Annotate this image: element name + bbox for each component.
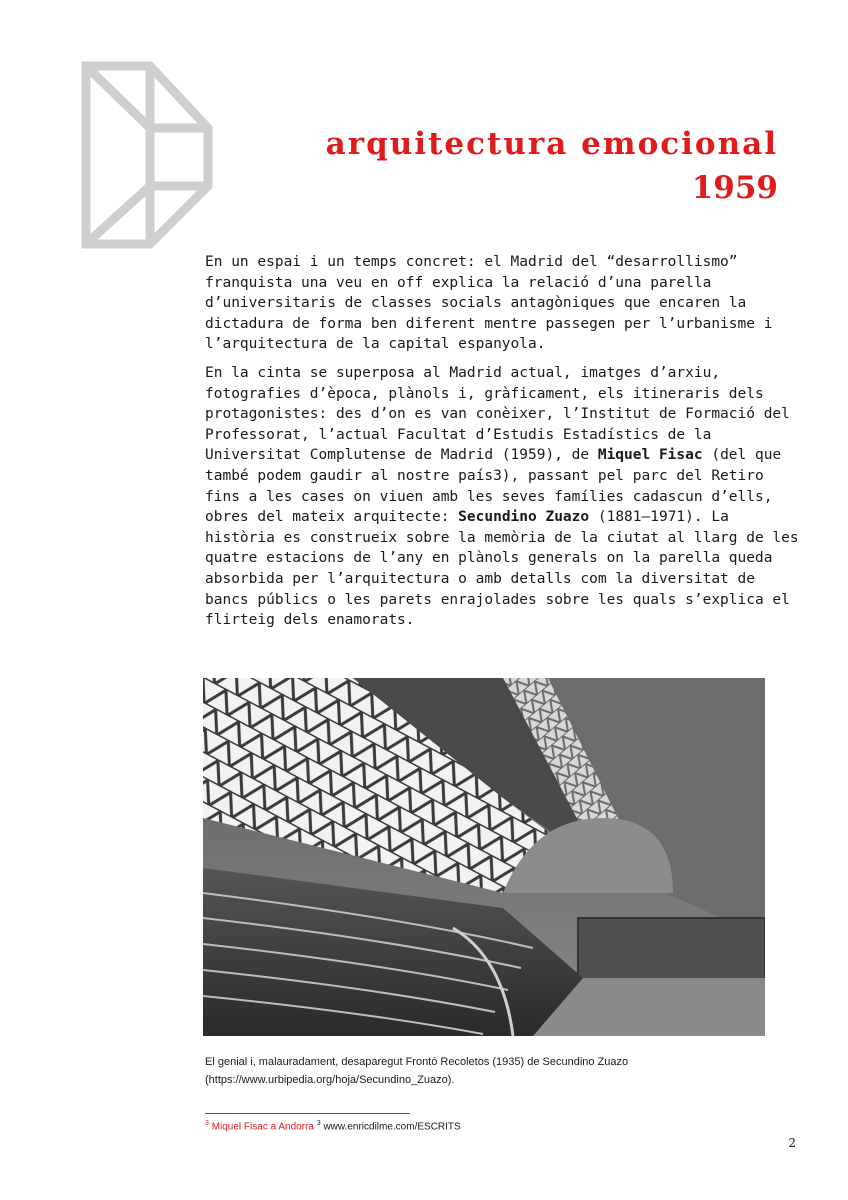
footnote-mark: 3 [205, 1120, 209, 1127]
fronton-photo [203, 678, 765, 1036]
paragraph-2 [205, 363, 805, 631]
caption-line-1: El genial i, malauradament, desaparegut Frontó Recoletos (1935) de Secundino Zuazo [205, 1056, 629, 1068]
logo-mark-icon [80, 60, 215, 250]
footnote-url[interactable]: www.enricdilme.com/ESCRITS [323, 1121, 461, 1133]
footnote [205, 1120, 461, 1132]
caption-line-2: (https://www.urbipedia.org/hoja/Secundino_Zuazo). [205, 1074, 455, 1086]
title-year: 1959 [691, 170, 778, 206]
architect-name-zuazo: Secundino Zuazo [458, 509, 590, 526]
architect-name-fisac: Miquel Fisac [597, 447, 703, 464]
title-line: arquitectura emocional [325, 126, 778, 162]
article-body [205, 252, 805, 639]
footnote-divider [205, 1113, 410, 1114]
footnote-mark: 3 [316, 1120, 321, 1127]
page-number: 2 [788, 1136, 796, 1150]
photo-caption [205, 1053, 765, 1089]
paragraph-1: En un espai i un temps concret: el Madrid del “desarrollismo” franquista una veu en off explica la relació d’una parella d’universitaris de classes socials antagòniques que encaren la dictadura de forma ben diferent mentre passegen per l’urbanisme i l’arquitectura de la capital espanyola. [205, 254, 773, 353]
paragraph-2-text-c: (1881–1971). La història es construeix sobre la memòria de la ciutat al llarg de les quatre estacions de l’any en plànols generals on la parella queda absorbida per l’arquitectura o amb detalls com la diversitat de bancs públics o les parets enrajolades sobre les quals s’explica el flirteig dels enamorats. [205, 509, 799, 629]
page-title [326, 122, 778, 210]
paragraph-2-text-a: En la cinta se superposa al Madrid actual, imatges d’arxiu, fotografies d’època, plànols i, gràficament, els itineraris dels protagonistes: des d’on es van conèixer, l’Institut de Formació del Professorat, l’actual Facultat d’Estudis Estadístics de la Universitat Complutense de Madrid (1959), de [205, 364, 790, 464]
paragraph-2-text-b: (del que també podem gaudir al nostre país3), passant pel parc del Retiro fins a les cases on viuen amb les seves famílies cadascun d’ells, obres del mateix arquitecte: [205, 447, 782, 526]
footnote-link[interactable]: Miquel Fisac a Andorra [211, 1121, 314, 1133]
